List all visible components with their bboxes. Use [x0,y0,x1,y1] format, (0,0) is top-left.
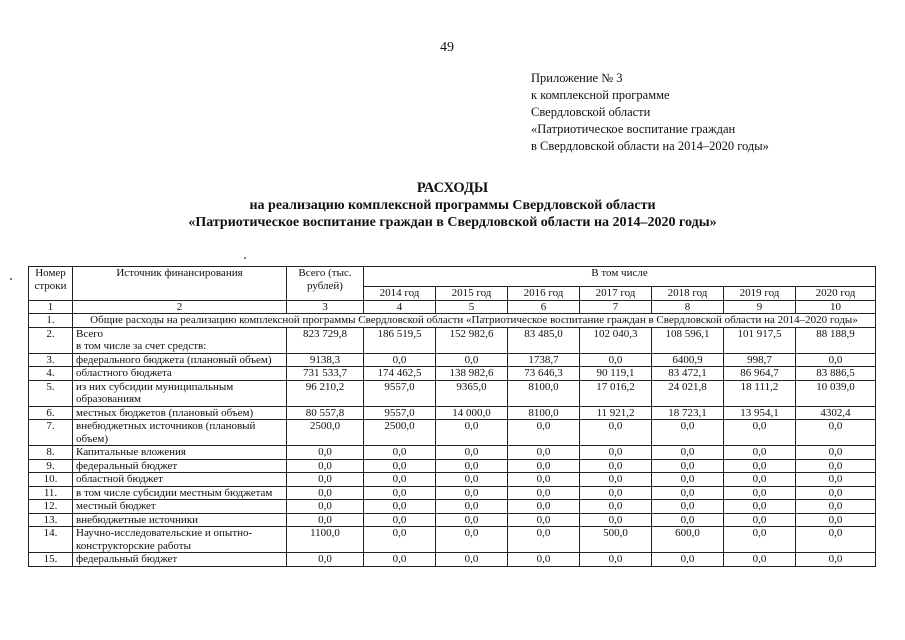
row-number: 3. [29,353,73,367]
row-year-value: 0,0 [364,553,436,567]
summary-row-number: 1. [29,314,73,328]
row-year-value: 0,0 [724,486,796,500]
row-year-value: 1738,7 [508,353,580,367]
row-year-value: 0,0 [652,473,724,487]
header-source: Источник финансирования [73,267,287,301]
row-year-value: 0,0 [580,486,652,500]
row-year-value: 0,0 [508,420,580,446]
row-year-value: 86 964,7 [724,367,796,381]
row-total: 0,0 [287,446,364,460]
row-year-value: 0,0 [796,420,876,446]
row-year-value: 0,0 [796,459,876,473]
table-row [29,459,876,473]
table-row [29,473,876,487]
row-year-value: 0,0 [436,486,508,500]
row-year-value: 0,0 [580,513,652,527]
row-year-value: 0,0 [508,527,580,553]
column-index: 10 [796,300,876,314]
row-year-value: 0,0 [724,527,796,553]
row-year-value: 101 917,5 [724,327,796,353]
row-year-value: 10 039,0 [796,380,876,406]
row-year-value: 102 040,3 [580,327,652,353]
column-index: 1 [29,300,73,314]
row-year-value: 0,0 [580,553,652,567]
row-number: 5. [29,380,73,406]
row-year-value: 0,0 [508,473,580,487]
row-year-value: 0,0 [436,353,508,367]
table-row [29,380,876,406]
row-total: 731 533,7 [287,367,364,381]
row-year-value: 9557,0 [364,380,436,406]
row-source: областного бюджета [73,367,287,381]
row-year-value: 0,0 [580,353,652,367]
row-year-value: 0,0 [364,353,436,367]
table-row [29,500,876,514]
table-row [29,486,876,500]
row-source: внебюджетных источников (плановый объем) [73,420,287,446]
row-year-value: 0,0 [580,500,652,514]
row-year-value: 0,0 [580,459,652,473]
row-total: 2500,0 [287,420,364,446]
row-year-value: 17 016,2 [580,380,652,406]
row-year-value: 0,0 [796,513,876,527]
column-index: 9 [724,300,796,314]
table-row [29,553,876,567]
row-year-value: 0,0 [508,553,580,567]
row-year-value: 0,0 [436,553,508,567]
row-year-value: 0,0 [724,446,796,460]
row-year-value: 138 982,6 [436,367,508,381]
row-year-value: 174 462,5 [364,367,436,381]
table-row [29,446,876,460]
row-source: федерального бюджета (плановый объем) [73,353,287,367]
expenses-table [28,266,876,567]
scan-speck [244,257,246,259]
row-year-value: 8100,0 [508,406,580,420]
row-year-value: 2500,0 [364,420,436,446]
row-year-value: 0,0 [364,459,436,473]
row-number: 10. [29,473,73,487]
row-number: 11. [29,486,73,500]
row-total: 0,0 [287,553,364,567]
header-year: 2016 год [508,287,580,301]
row-year-value: 0,0 [796,353,876,367]
column-index: 6 [508,300,580,314]
row-total: 0,0 [287,500,364,514]
row-year-value: 0,0 [364,446,436,460]
row-number: 15. [29,553,73,567]
header-total: Всего (тыс. рублей) [287,267,364,301]
table-row [29,367,876,381]
header-year: 2020 год [796,287,876,301]
row-source: Всего в том числе за счет средств: [73,327,287,353]
row-year-value: 600,0 [652,527,724,553]
row-number: 7. [29,420,73,446]
title-main: РАСХОДЫ [416,180,489,196]
appendix-line: к комплексной программе [531,88,670,102]
row-year-value: 0,0 [724,420,796,446]
row-source: местный бюджет [73,500,287,514]
row-total: 9138,3 [287,353,364,367]
row-year-value: 0,0 [436,527,508,553]
row-year-value: 90 119,1 [580,367,652,381]
table-row [29,420,876,446]
row-year-value: 0,0 [652,500,724,514]
page-number: 49 [440,40,454,55]
row-year-value: 0,0 [508,500,580,514]
row-year-value: 0,0 [364,513,436,527]
row-year-value: 0,0 [436,459,508,473]
row-year-value: 18 723,1 [652,406,724,420]
row-source: в том числе субсидии местным бюджетам [73,486,287,500]
row-year-value: 0,0 [436,420,508,446]
row-total: 80 557,8 [287,406,364,420]
row-year-value: 0,0 [436,473,508,487]
title-line-2: на реализацию комплексной программы Свердловской области [249,198,656,213]
row-number: 12. [29,500,73,514]
row-year-value: 0,0 [724,513,796,527]
row-number: 9. [29,459,73,473]
row-year-value: 8100,0 [508,380,580,406]
row-total: 823 729,8 [287,327,364,353]
scan-speck [10,278,12,280]
row-source: Научно-исследовательские и опытно-конструкторские работы [73,527,287,553]
appendix-note [531,70,769,155]
row-year-value: 0,0 [364,473,436,487]
row-year-value: 0,0 [436,446,508,460]
row-year-value: 6400,9 [652,353,724,367]
row-number: 6. [29,406,73,420]
row-year-value: 0,0 [724,553,796,567]
row-year-value: 0,0 [364,486,436,500]
row-number: 14. [29,527,73,553]
row-source: внебюджетные источники [73,513,287,527]
row-year-value: 0,0 [652,486,724,500]
row-year-value: 24 021,8 [652,380,724,406]
row-year-value: 0,0 [508,446,580,460]
row-number: 8. [29,446,73,460]
table-row [29,327,876,353]
header-row-number: Номер строки [29,267,73,301]
document-title [0,180,905,231]
row-year-value: 0,0 [580,446,652,460]
row-year-value: 83 886,5 [796,367,876,381]
row-source: областной бюджет [73,473,287,487]
row-year-value: 0,0 [364,500,436,514]
row-total: 0,0 [287,473,364,487]
title-line-3: «Патриотическое воспитание граждан в Свердловской области на 2014–2020 годы» [188,215,717,230]
row-year-value: 0,0 [796,473,876,487]
header-year: 2014 год [364,287,436,301]
table-row [29,527,876,553]
row-year-value: 0,0 [724,473,796,487]
row-year-value: 0,0 [436,500,508,514]
row-number: 4. [29,367,73,381]
row-year-value: 500,0 [580,527,652,553]
row-year-value: 0,0 [652,513,724,527]
row-year-value: 0,0 [652,553,724,567]
header-year: 2019 год [724,287,796,301]
row-year-value: 0,0 [580,420,652,446]
row-source: местных бюджетов (плановый объем) [73,406,287,420]
appendix-line: Приложение № 3 [531,71,623,85]
appendix-line: Свердловской области [531,105,651,119]
row-year-value: 0,0 [508,459,580,473]
appendix-line: «Патриотическое воспитание граждан [531,122,736,136]
row-year-value: 0,0 [508,486,580,500]
row-year-value: 998,7 [724,353,796,367]
row-source: федеральный бюджет [73,459,287,473]
column-index: 2 [73,300,287,314]
row-year-value: 0,0 [436,513,508,527]
row-total: 0,0 [287,486,364,500]
row-year-value: 83 472,1 [652,367,724,381]
row-number: 13. [29,513,73,527]
row-year-value: 0,0 [508,513,580,527]
row-year-value: 88 188,9 [796,327,876,353]
row-year-value: 0,0 [652,420,724,446]
row-year-value: 11 921,2 [580,406,652,420]
summary-row-text: Общие расходы на реализацию комплексной программы Свердловской области «Патриотическое воспитание граждан в Свердловской области на 2014–2020 годы» [73,314,876,328]
row-year-value: 0,0 [724,500,796,514]
row-year-value: 0,0 [796,500,876,514]
table-row [29,513,876,527]
row-year-value: 0,0 [796,446,876,460]
appendix-line: в Свердловской области на 2014–2020 годы» [531,139,769,153]
row-total: 96 210,2 [287,380,364,406]
row-year-value: 0,0 [580,473,652,487]
table-row [29,353,876,367]
column-index: 3 [287,300,364,314]
row-total: 0,0 [287,513,364,527]
row-year-value: 73 646,3 [508,367,580,381]
row-year-value: 14 000,0 [436,406,508,420]
column-index: 8 [652,300,724,314]
row-year-value: 0,0 [796,486,876,500]
row-year-value: 0,0 [652,446,724,460]
column-index: 7 [580,300,652,314]
column-index: 5 [436,300,508,314]
row-year-value: 13 954,1 [724,406,796,420]
row-number: 2. [29,327,73,353]
header-year: 2018 год [652,287,724,301]
row-year-value: 0,0 [652,459,724,473]
row-year-value: 0,0 [724,459,796,473]
row-year-value: 108 596,1 [652,327,724,353]
row-source: Капитальные вложения [73,446,287,460]
header-including: В том числе [364,267,876,287]
row-year-value: 0,0 [364,527,436,553]
row-year-value: 4302,4 [796,406,876,420]
row-year-value: 9365,0 [436,380,508,406]
row-source: федеральный бюджет [73,553,287,567]
row-total: 1100,0 [287,527,364,553]
row-year-value: 0,0 [796,527,876,553]
row-year-value: 186 519,5 [364,327,436,353]
row-total: 0,0 [287,459,364,473]
row-year-value: 0,0 [796,553,876,567]
row-year-value: 152 982,6 [436,327,508,353]
header-year: 2015 год [436,287,508,301]
row-year-value: 9557,0 [364,406,436,420]
table-row [29,406,876,420]
header-year: 2017 год [580,287,652,301]
row-source: из них субсидии муниципальным образованиям [73,380,287,406]
row-year-value: 83 485,0 [508,327,580,353]
column-index: 4 [364,300,436,314]
row-year-value: 18 111,2 [724,380,796,406]
